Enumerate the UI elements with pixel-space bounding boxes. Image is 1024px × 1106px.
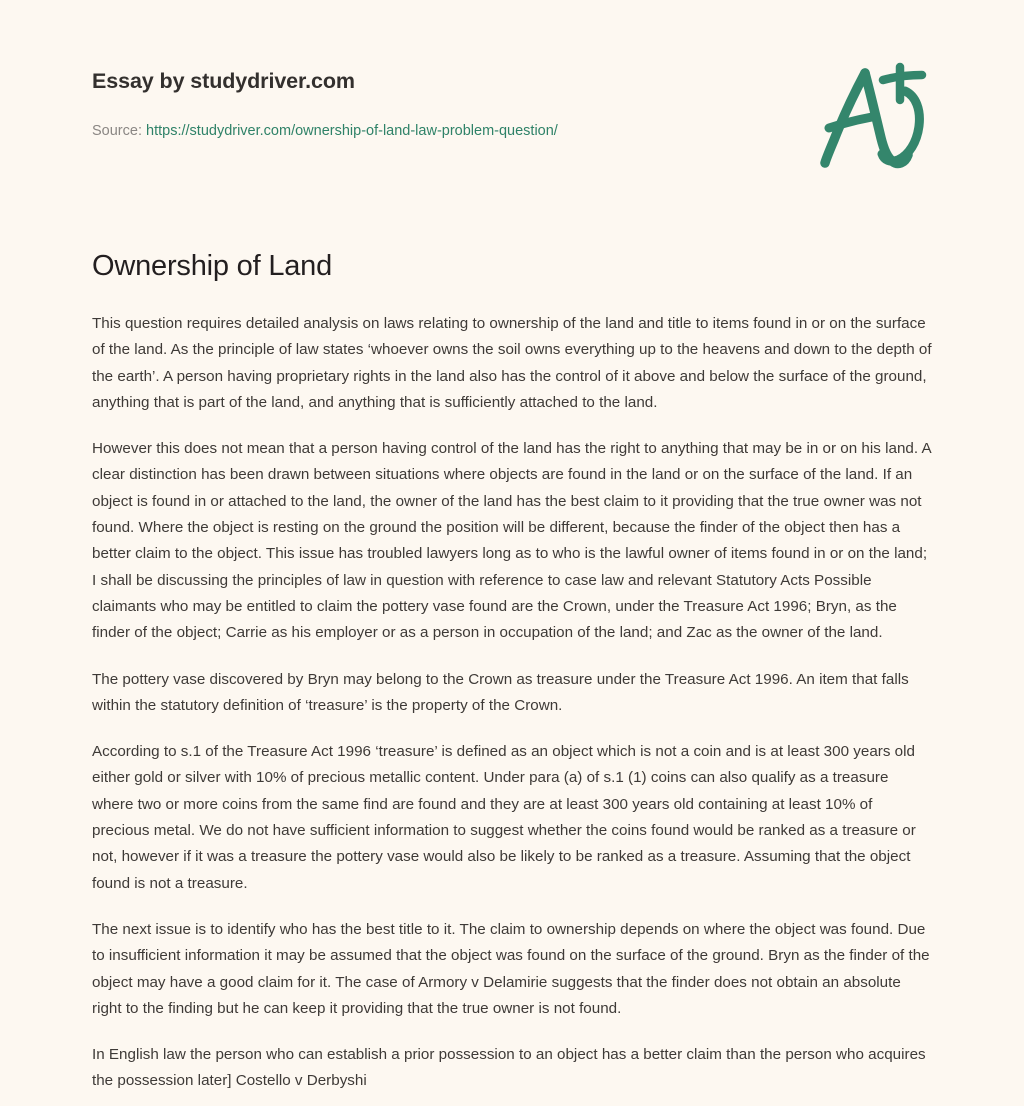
article-paragraph: According to s.1 of the Treasure Act 1996 ‘treasure’ is defined as an object which is not a coin and is at least 300 years old either gold or silver with 10% of precious metallic content. Under para (a) of s.1 (1) coins can also qualify as a treasure where two or more coins from the same find are found and they are at least 300 years old containing at least 10% of precious metal. We do not have sufficient information to suggest whether the coins found would be ranked as a treasure or not, however if it was a treasure the pottery vase would also be likely to be ranked as a treasure. Assuming that the object found is not a treasure.	[92, 743, 916, 892]
article-paragraph: In English law the person who can establish a prior possession to an object has a better claim than the person who acquires the possession later] Costello v Derbyshi	[92, 1046, 926, 1090]
page-header	[0, 0, 1024, 200]
article-paragraph: However this does not mean that a person having control of the land has the right to anything that may be in or on his land. A clear distinction has been drawn between situations where objects are found in the land or on the surface of the land. If an object is found in or attached to the land, the owner of the land has the best claim to it providing that the true owner was not found. Where the object is resting on the ground the position will be different, because the finder of the object then has a better claim to the object. This issue has troubled lawyers long as to who is the lawful owner of items found in or on the land; I shall be discussing the principles of law in question with reference to case law and relevant Statutory Acts Possible claimants who may be entitled to claim the pottery vase found are the Crown, under the Treasure Act 1996; Bryn, as the finder of the object; Carrie as his employer or as a person in occupation of the land; and Zac as the owner of the land.	[92, 440, 931, 642]
brand-title: Essay by studydriver.com	[92, 69, 355, 93]
article-paragraph: The next issue is to identify who has the best title to it. The claim to ownership depends on where the object was found. Due to insufficient information it may be assumed that the object was found on the surface of the ground. Bryn as the finder of the object may have a good claim for it. The case of Armory v Delamirie suggests that the finder does not obtain an absolute right to the finding but he can keep it providing that the true owner is not found.	[92, 920, 930, 1017]
article-paragraph: The pottery vase discovered by Bryn may belong to the Crown as treasure under the Treasure Act 1996. An item that falls within the statutory definition of ‘treasure’ is the property of the Crown.	[92, 670, 909, 714]
page-title: Ownership of Land	[92, 250, 333, 282]
studydriver-logo[interactable]	[812, 62, 942, 180]
source-url-link[interactable]: https://studydriver.com/ownership-of-land-law-problem-question/	[146, 123, 558, 139]
article-body	[92, 311, 934, 1095]
source-line	[92, 123, 558, 139]
a-plus-logo-icon	[812, 62, 942, 180]
article-paragraph: This question requires detailed analysis on laws relating to ownership of the land and title to items found in or on the surface of the land. As the principle of law states ‘whoever owns the soil owns everything up to the heavens and down to the depth of the earth’. A person having proprietary rights in the land also has the control of it above and below the surface of the ground, anything that is part of the land, and anything that is sufficiently attached to the land.	[92, 315, 932, 411]
source-label: Source:	[92, 123, 142, 139]
article	[92, 247, 934, 1095]
